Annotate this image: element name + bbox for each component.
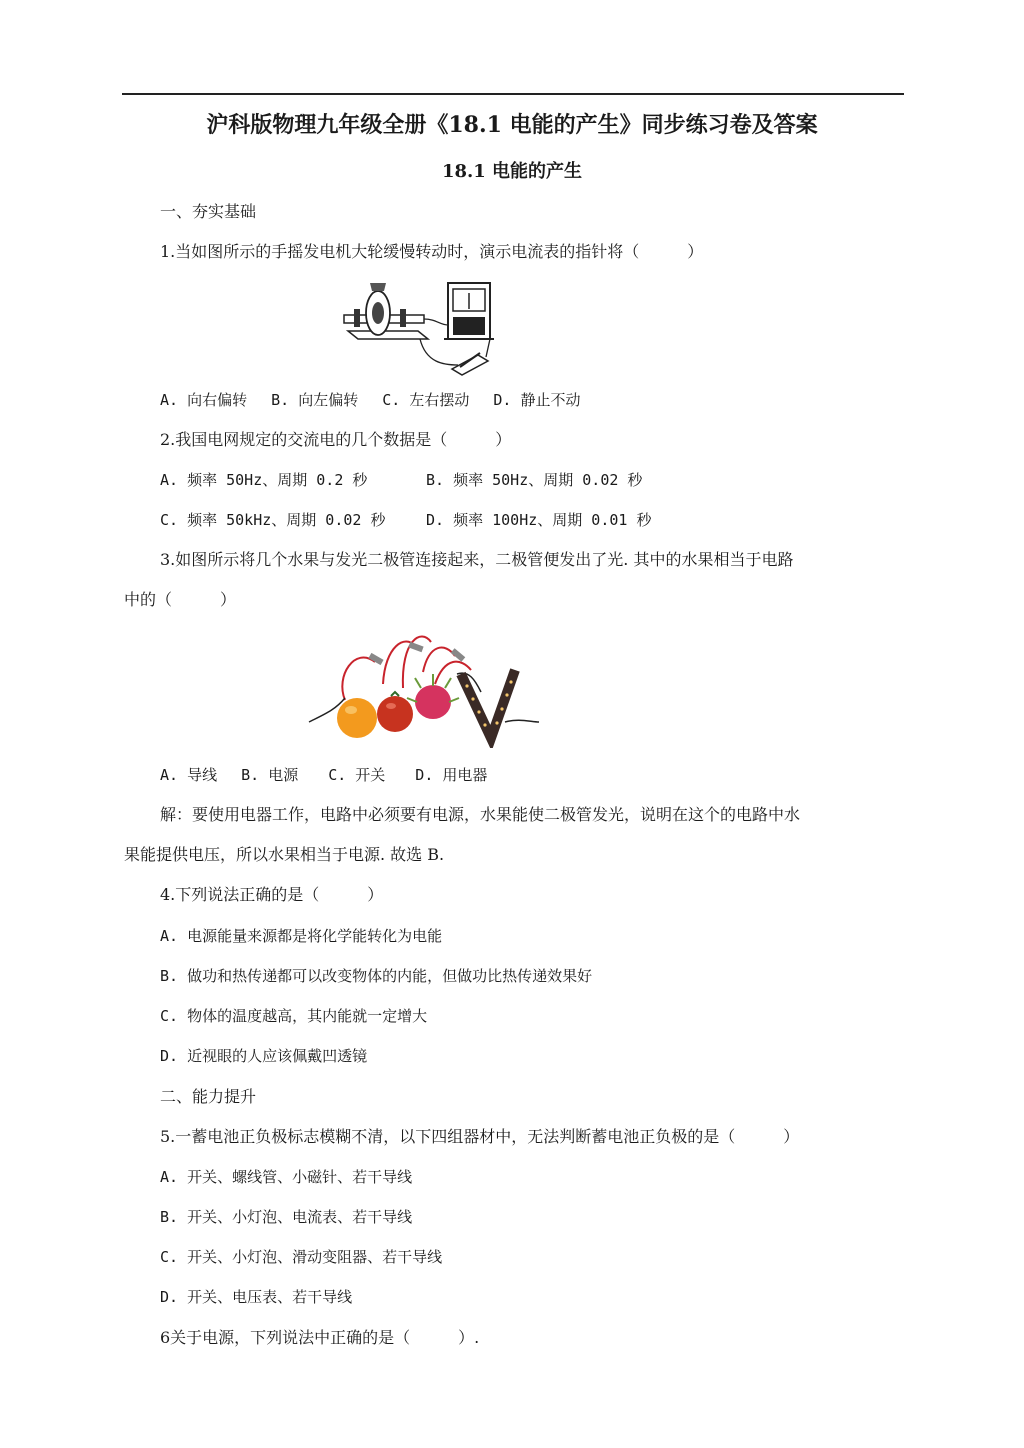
question-2-stem: 2.我国电网规定的交流电的几个数据是（ ）	[160, 430, 512, 449]
hand-generator-figure	[340, 273, 505, 383]
question-5-option-d: D. 开关、电压表、若干导线	[160, 1288, 353, 1306]
question-2-option-a: A. 频率 50Hz、周期 0.2 秒	[160, 471, 368, 489]
question-4-option-b: B. 做功和热传递都可以改变物体的内能，但做功比热传递效果好	[160, 967, 593, 985]
fruit-battery-figure	[305, 626, 545, 748]
question-4-stem: 4.下列说法正确的是（ ）	[160, 885, 384, 904]
question-1-stem: 1.当如图所示的手摇发电机大轮缓慢转动时，演示电流表的指针将（ ）	[160, 242, 704, 261]
question-2-option-c: C. 频率 50kHz、周期 0.02 秒	[160, 511, 386, 529]
question-4-option-a: A. 电源能量来源都是将化学能转化为电能	[160, 927, 443, 945]
question-1-options: A. 向右偏转 B. 向左偏转 C. 左右摆动 D. 静止不动	[160, 391, 581, 409]
question-5-option-b: B. 开关、小灯泡、电流表、若干导线	[160, 1208, 413, 1226]
question-3-solution-line-2: 果能提供电压，所以水果相当于电源. 故选 B.	[124, 845, 445, 864]
question-3-stem-line-1: 3.如图所示将几个水果与发光二极管连接起来，二极管便发出了光. 其中的水果相当于电路	[160, 550, 794, 569]
question-3-solution-line-1: 解：要使用电器工作，电路中必须要有电源，水果能使二极管发光，说明在这个的电路中水	[160, 805, 801, 824]
question-4-option-c: C. 物体的温度越高，其内能就一定增大	[160, 1007, 428, 1025]
question-5-stem: 5.一蓄电池正负极标志模糊不清，以下四组器材中，无法判断蓄电池正负极的是（ ）	[160, 1127, 800, 1146]
section-heading-improvement: 二、能力提升	[160, 1087, 257, 1106]
question-2-option-d: D. 频率 100Hz、周期 0.01 秒	[426, 511, 652, 529]
question-3-stem-line-2: 中的（ ）	[124, 590, 237, 609]
document-title: 沪科版物理九年级全册《18.1 电能的产生》同步练习卷及答案	[206, 112, 818, 138]
section-subtitle: 18.1 电能的产生	[441, 161, 583, 182]
question-3-options: A. 导线 B. 电源 C. 开关 D. 用电器	[160, 766, 488, 784]
question-2-option-b: B. 频率 50Hz、周期 0.02 秒	[426, 471, 643, 489]
header-rule	[122, 93, 904, 95]
question-5-option-c: C. 开关、小灯泡、滑动变阻器、若干导线	[160, 1248, 443, 1266]
question-4-option-d: D. 近视眼的人应该佩戴凹透镜	[160, 1047, 368, 1065]
section-heading-basics: 一、夯实基础	[160, 202, 257, 221]
question-6-stem: 6关于电源，下列说法中正确的是（ ）.	[160, 1328, 480, 1347]
question-5-option-a: A. 开关、螺线管、小磁针、若干导线	[160, 1168, 413, 1186]
